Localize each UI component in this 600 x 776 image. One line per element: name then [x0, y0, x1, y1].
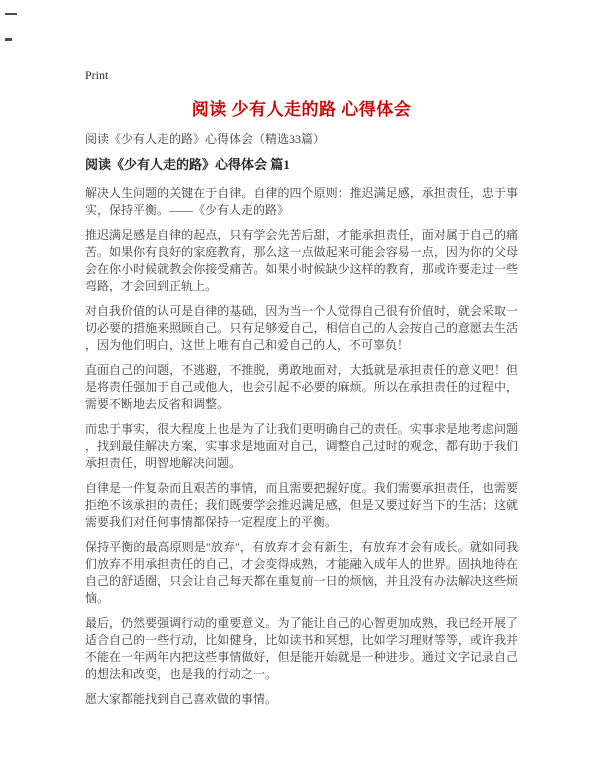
- article-title: 阅读 少有人走的路 心得体会: [191, 100, 412, 119]
- page-corner-mark: [5, 13, 17, 15]
- print-link[interactable]: Print: [85, 68, 109, 82]
- closing-line: 愿大家都能找到自己喜欢做的事情。: [85, 692, 278, 706]
- article-subtitle: 阅读《少有人走的路》心得体会（精选33篇）: [85, 132, 326, 146]
- paragraph-1: 解决人生问题的关键在于自律。自律的四个原则：推迟满足感，承担责任，忠于事实，保持平衡。——《少有人走的路》: [85, 186, 518, 217]
- paragraph-7: 保持平衡的最高原则是"放弃"，有放弃才会有新生，有放弃才会有成长。就如同我们放弃不用承担责任的自己，才会变得成熟，才能融入成年人的世界。固执地待在自己的舒适圈，只会让自己每天都在重复前一日的烦恼，并且没有办法解决这些烦恼。: [85, 540, 518, 605]
- paragraph-2: 推迟满足感是自律的起点，只有学会先苦后甜，才能承担责任，面对属于自己的痛苦。如果你有良好的家庭教育，那么这一点做起来可能会容易一点，因为你的父母会在你小时候就教会你接受痛苦。如果小时候缺少这样的教育，那或许要走过一些弯路，才会回到正轨上。: [85, 228, 518, 293]
- paragraph-5: 而忠于事实，很大程度上也是为了让我们更明确自己的责任。实事求是地考虑问题，找到最佳解决方案，实事求是地面对自己，调整自己过时的观念，都有助于我们承担责任，明智地解决问题。: [85, 422, 518, 470]
- section-heading: 阅读《少有人走的路》心得体会 篇1: [85, 157, 290, 172]
- paragraph-3: 对自我价值的认可是自律的基础，因为当一个人觉得自己很有价值时，就会采取一切必要的措施来照顾自己。只有足够爱自己，相信自己的人会按自己的意愿去生活，因为他们明白，这世上唯有自己和爱自己的人，不可辜负！: [85, 304, 518, 352]
- paragraph-6: 自律是一件复杂而且艰苦的事情，而且需要把握好度。我们需要承担责任，也需要拒绝不该承担的责任；我们既要学会推迟满足感，但是又要过好当下的生活；这就需要我们对任何事情都保持一定程度上的平衡。: [85, 481, 518, 529]
- paragraph-8: 最后，仍然要强调行动的重要意义。为了能让自己的心智更加成熟，我已经开展了适合自己的一些行动，比如健身，比如读书和冥想，比如学习理财等等，或许我并不能在一年两年内把这些事情做好，但是能开始就是一种进步。通过文字记录自己的想法和改变，也是我的行动之一。: [85, 616, 518, 681]
- paragraph-4: 直面自己的问题，不逃避，不推脱，勇敢地面对，大抵就是承担责任的意义吧！但是将责任强加于自己或他人，也会引起不必要的麻烦。所以在承担责任的过程中，需要不断地去反省和调整。: [85, 363, 518, 411]
- page-corner-mark: [5, 38, 12, 41]
